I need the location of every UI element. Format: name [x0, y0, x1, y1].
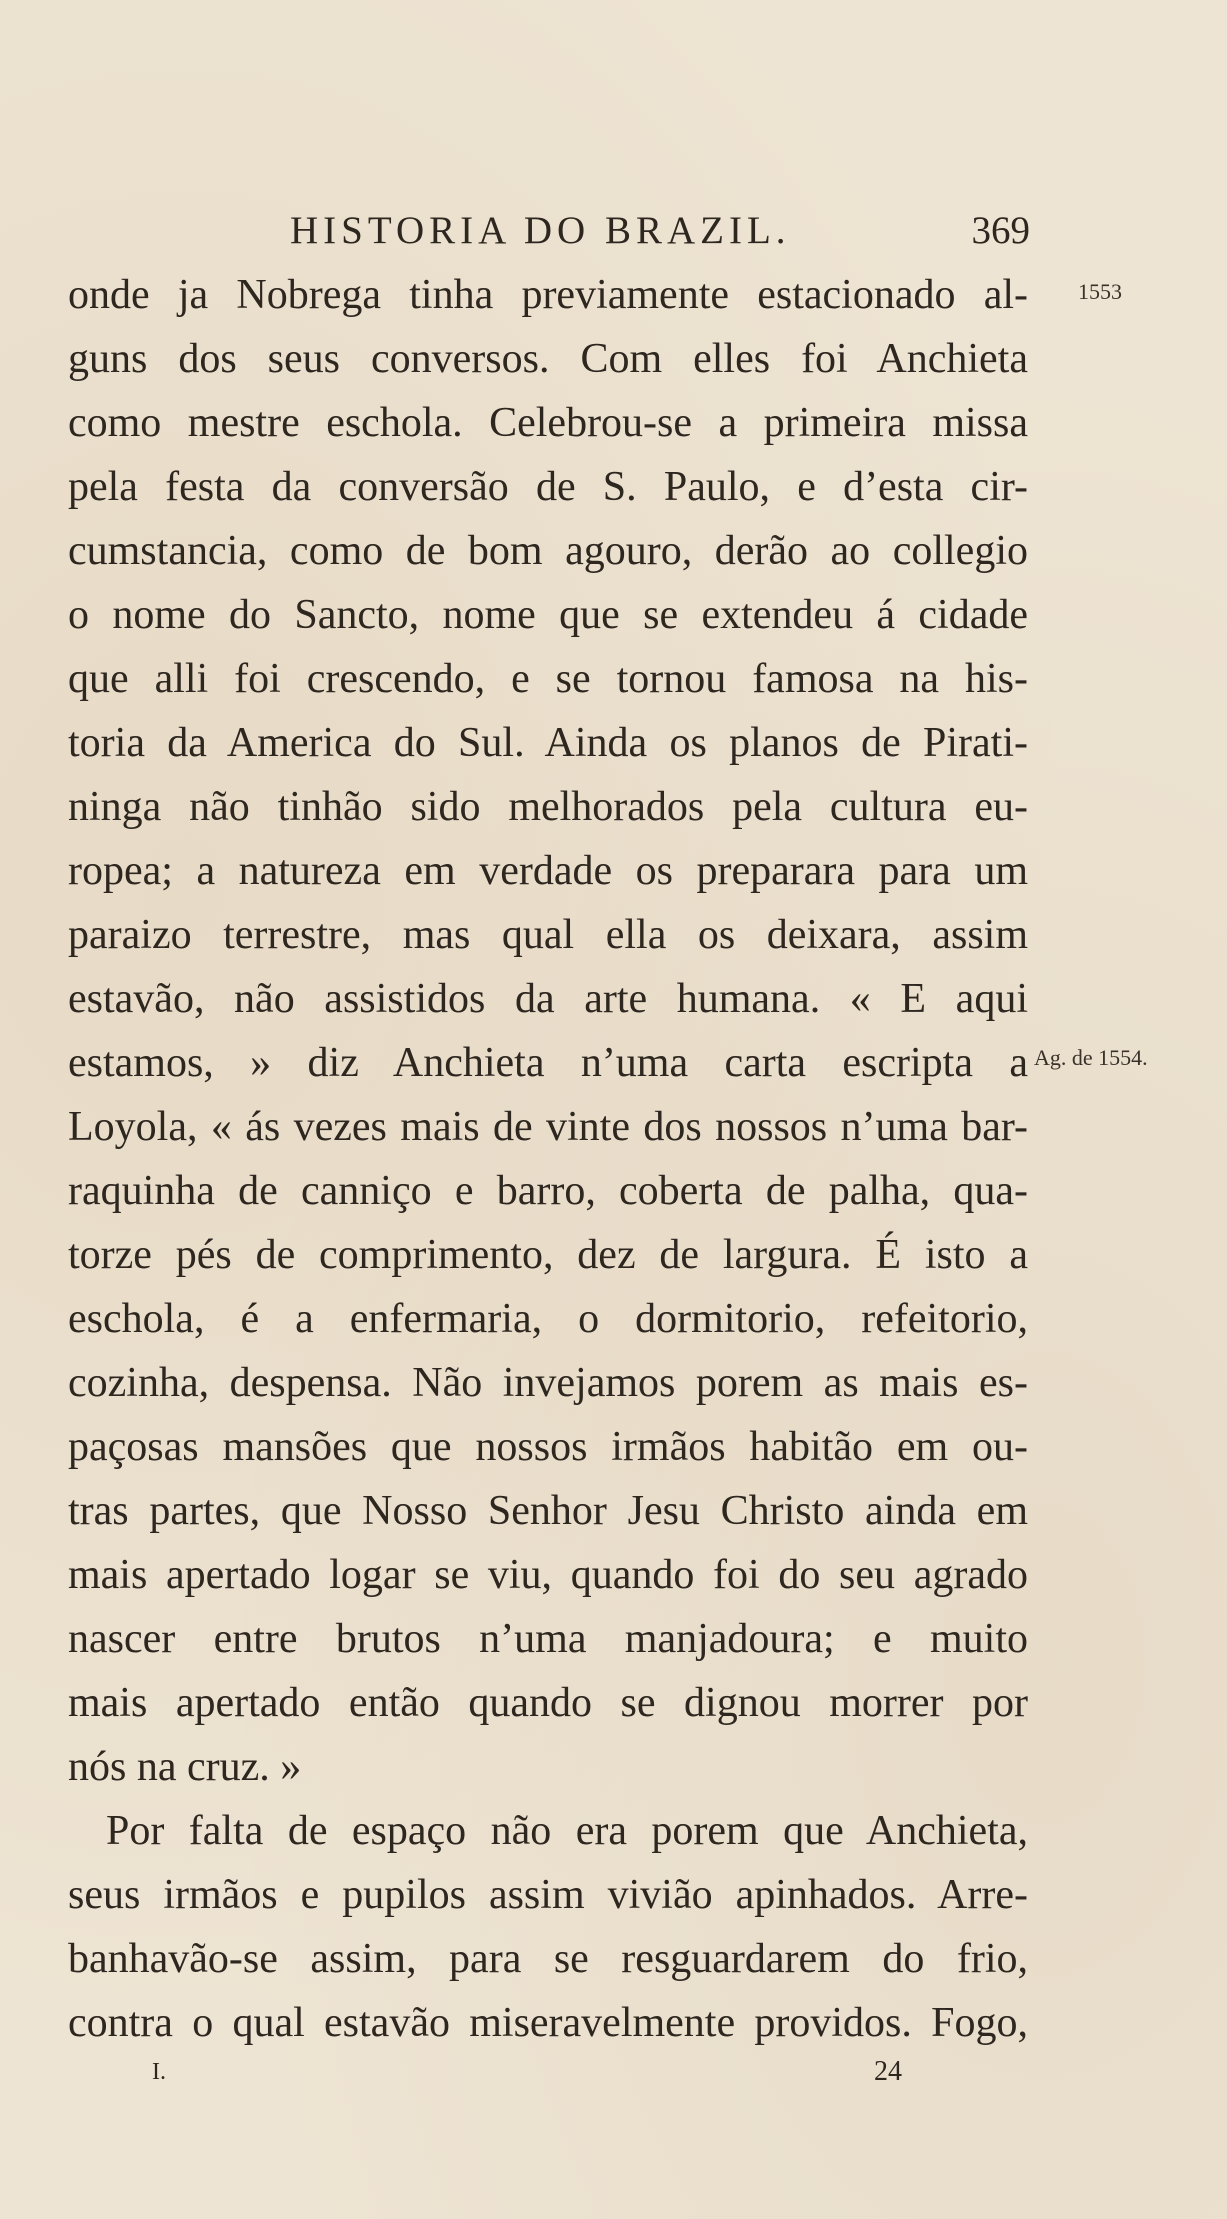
body-text: [68, 263, 1028, 2055]
text-line: que alli foi crescendo, e se tornou famosa na his-: [68, 656, 1028, 702]
text-line: pela festa da conversão de S. Paulo, e d’esta cir-: [68, 464, 1028, 510]
text-line: o nome do Sancto, nome que se extendeu á cidade: [68, 592, 1028, 638]
text-line: tras partes, que Nosso Senhor Jesu Christo ainda em: [68, 1488, 1028, 1534]
text-line: torze pés de comprimento, dez de largura. É isto a: [68, 1232, 1028, 1278]
text-line: raquinha de canniço e barro, coberta de palha, qua-: [68, 1168, 1028, 1214]
text-line: estavão, não assistidos da arte humana. « E aqui: [68, 976, 1028, 1022]
text-line: ninga não tinhão sido melhorados pela cultura eu-: [68, 784, 1028, 830]
margin-note-year: 1553: [1078, 279, 1122, 304]
text-line: onde ja Nobrega tinha previamente estacionado al-: [68, 272, 1028, 318]
running-title: HISTORIA DO BRAZIL.: [290, 209, 791, 252]
text-line: Por falta de espaço não era porem que Anchieta,: [106, 1808, 1028, 1854]
text-line: seus irmãos e pupilos assim vivião apinhados. Arre-: [68, 1872, 1028, 1918]
text-line: cozinha, despensa. Não invejamos porem as mais es-: [68, 1360, 1028, 1406]
text-line: ropea; a natureza em verdade os preparara para um: [68, 848, 1028, 894]
page-number: 369: [971, 209, 1030, 252]
text-line: mais apertado logar se viu, quando foi do seu agrado: [68, 1552, 1028, 1598]
text-line: paçosas mansões que nossos irmãos habitão em ou-: [68, 1424, 1028, 1470]
text-line: toria da America do Sul. Ainda os planos de Pirati-: [68, 720, 1028, 766]
text-line: eschola, é a enfermaria, o dormitorio, refeitorio,: [68, 1296, 1028, 1342]
text-line: nós na cruz. »: [68, 1744, 302, 1790]
text-line: mais apertado então quando se dignou morrer por: [68, 1680, 1028, 1726]
signature-mark: I.: [152, 2059, 166, 2085]
text-line: paraizo terrestre, mas qual ella os deixara, assim: [68, 912, 1028, 958]
text-line: estamos, » diz Anchieta n’uma carta escripta a: [68, 1040, 1028, 1086]
text-line: guns dos seus conversos. Com elles foi Anchieta: [68, 336, 1028, 382]
page-footer: [0, 2052, 1227, 2092]
margin-note-date: Ag. de 1554.: [1034, 1045, 1148, 1070]
text-line: cumstancia, como de bom agouro, derão ao collegio: [68, 528, 1028, 574]
text-line: nascer entre brutos n’uma manjadoura; e muito: [68, 1616, 1028, 1662]
text-line: como mestre eschola. Celebrou-se a primeira missa: [68, 400, 1028, 446]
signature-number: 24: [874, 2056, 902, 2087]
text-line: contra o qual estavão miseravelmente providos. Fogo,: [68, 2000, 1028, 2046]
running-head: [0, 206, 1227, 256]
text-line: Loyola, « ás vezes mais de vinte dos nossos n’uma bar-: [68, 1104, 1028, 1150]
text-line: banhavão-se assim, para se resguardarem do frio,: [68, 1936, 1028, 1982]
